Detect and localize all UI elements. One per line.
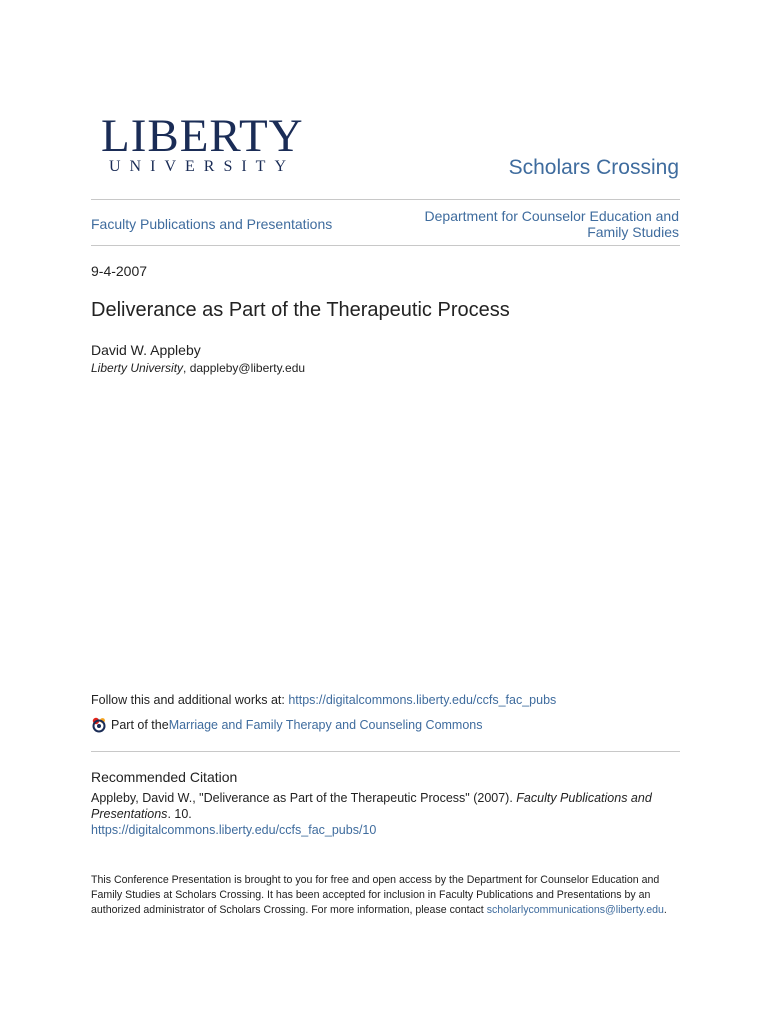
department-link[interactable] [379,208,679,240]
author-affiliation [91,361,305,375]
notice-text: This Conference Presentation is brought to you for free and open access by the Department for Counselor Education and Family Studies at Scholars Crossing. It has been accepted for inclusion in Faculty Publications and Presentations by an authorized administrator of Scholars Crossing. For more information, please contact [91,874,660,916]
affiliation-name: Liberty University [91,361,184,375]
notice-end: . [663,904,667,916]
publication-date: 9-4-2007 [91,263,148,279]
document-title: Deliverance as Part of the Therapeutic Process [91,299,510,321]
citation-block [91,790,671,838]
author-email: dappleby@liberty.edu [189,361,306,375]
follow-line [91,693,556,707]
follow-label: Follow this and additional works at: [91,693,289,707]
logo-wordmark: LIBERTY [101,110,304,162]
citation-text: Appleby, David W., "Deliverance as Part of the Therapeutic Process" (2007). [91,791,517,805]
scholars-crossing-link[interactable]: Scholars Crossing [508,156,679,179]
part-of-line [91,716,483,733]
network-commons-icon [91,716,108,733]
logo-subtitle: UNIVERSITY [109,158,295,175]
access-notice [91,873,681,918]
citation-number: . 10. [167,807,192,821]
header-bottom-divider [91,245,680,246]
citation-divider [91,751,680,752]
affiliation-separator: , [183,361,190,375]
contact-email-link[interactable]: scholarlycommunications@liberty.edu [486,904,664,916]
recommended-citation-heading: Recommended Citation [91,769,238,785]
citation-url-link[interactable]: https://digitalcommons.liberty.edu/ccfs_fac_pubs/10 [91,823,377,837]
department-line-2: Family Studies [587,224,679,240]
header-top-divider [91,199,680,200]
part-of-label: Part of the [111,717,169,732]
liberty-university-logo [101,110,304,175]
series-link[interactable]: Faculty Publications and Presentations [91,216,333,232]
commons-link[interactable]: Marriage and Family Therapy and Counseling Commons [168,717,483,732]
department-line-1: Department for Counselor Education and [424,208,679,224]
citation-series: Faculty Publications and Presentations [91,791,652,821]
author-name: David W. Appleby [91,342,201,358]
collection-url-link[interactable]: https://digitalcommons.liberty.edu/ccfs_fac_pubs [288,693,557,707]
